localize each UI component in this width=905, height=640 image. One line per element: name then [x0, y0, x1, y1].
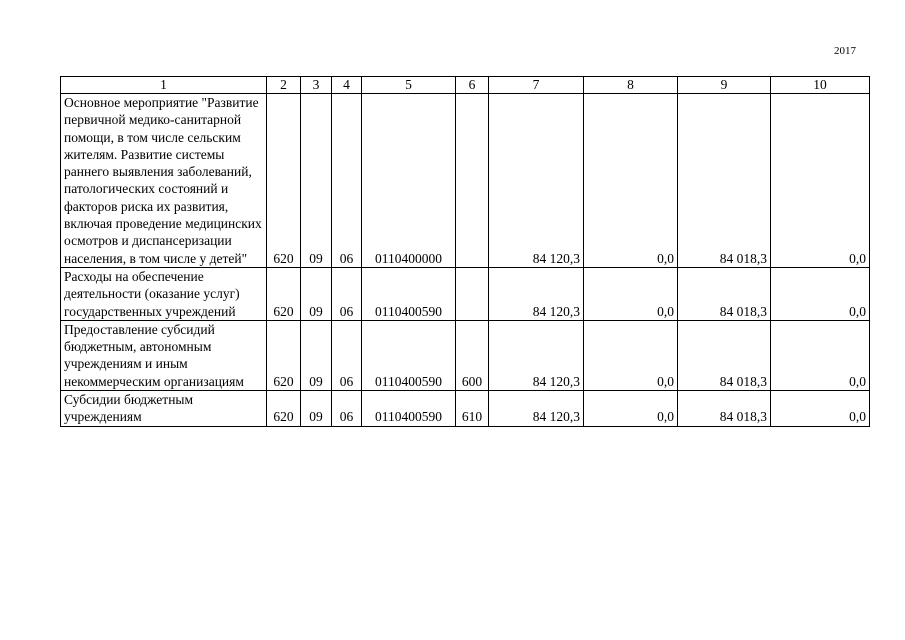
ministry-code-cell: 620	[267, 94, 301, 268]
amount-cell: 0,0	[584, 320, 678, 390]
header-cell-3: 3	[301, 77, 332, 94]
expense-type-cell	[456, 94, 489, 268]
amount-cell: 84 018,3	[678, 94, 771, 268]
header-cell-2: 2	[267, 77, 301, 94]
subsection-code-cell: 06	[332, 267, 362, 320]
amount-cell: 0,0	[584, 94, 678, 268]
amount-cell: 0,0	[771, 94, 870, 268]
amount-cell: 84 018,3	[678, 320, 771, 390]
ministry-code-cell: 620	[267, 320, 301, 390]
header-cell-1: 1	[61, 77, 267, 94]
table-row	[61, 320, 870, 390]
subsection-code-cell: 06	[332, 94, 362, 268]
ministry-code-cell: 620	[267, 391, 301, 427]
budget-table	[60, 76, 870, 427]
section-code-cell: 09	[301, 391, 332, 427]
amount-cell: 0,0	[584, 267, 678, 320]
header-cell-4: 4	[332, 77, 362, 94]
table-row	[61, 391, 870, 427]
row-name-cell: Субсидии бюджетным учреждениям	[61, 391, 267, 427]
header-row	[61, 77, 870, 94]
section-code-cell: 09	[301, 320, 332, 390]
header-cell-5: 5	[362, 77, 456, 94]
ministry-code-cell: 620	[267, 267, 301, 320]
table-row	[61, 267, 870, 320]
amount-cell: 84 120,3	[489, 391, 584, 427]
amount-cell: 84 120,3	[489, 267, 584, 320]
table-row	[61, 94, 870, 268]
header-cell-10: 10	[771, 77, 870, 94]
row-name-cell: Расходы на обеспечение деятельности (оказание услуг) государственных учреждений	[61, 267, 267, 320]
header-cell-6: 6	[456, 77, 489, 94]
header-cell-8: 8	[584, 77, 678, 94]
amount-cell: 0,0	[771, 391, 870, 427]
row-name-cell: Предоставление субсидий бюджетным, автономным учреждениям и иным некоммерческим организациям	[61, 320, 267, 390]
expense-type-cell: 600	[456, 320, 489, 390]
page-number: 2017	[834, 45, 856, 57]
target-article-cell: 0110400000	[362, 94, 456, 268]
section-code-cell: 09	[301, 267, 332, 320]
amount-cell: 0,0	[584, 391, 678, 427]
expense-type-cell	[456, 267, 489, 320]
section-code-cell: 09	[301, 94, 332, 268]
header-cell-7: 7	[489, 77, 584, 94]
header-cell-9: 9	[678, 77, 771, 94]
expense-type-cell: 610	[456, 391, 489, 427]
subsection-code-cell: 06	[332, 391, 362, 427]
amount-cell: 84 018,3	[678, 267, 771, 320]
amount-cell: 84 120,3	[489, 320, 584, 390]
amount-cell: 84 018,3	[678, 391, 771, 427]
target-article-cell: 0110400590	[362, 267, 456, 320]
subsection-code-cell: 06	[332, 320, 362, 390]
amount-cell: 84 120,3	[489, 94, 584, 268]
target-article-cell: 0110400590	[362, 320, 456, 390]
amount-cell: 0,0	[771, 267, 870, 320]
row-name-cell: Основное мероприятие "Развитие первичной медико-санитарной помощи, в том числе сельским жителям. Развитие системы раннего выявления заболеваний, патологических состояний и факторов риска их развития, включая проведение медицинских осмотров и диспансеризации населения, в том числе у детей"	[61, 94, 267, 268]
amount-cell: 0,0	[771, 320, 870, 390]
target-article-cell: 0110400590	[362, 391, 456, 427]
